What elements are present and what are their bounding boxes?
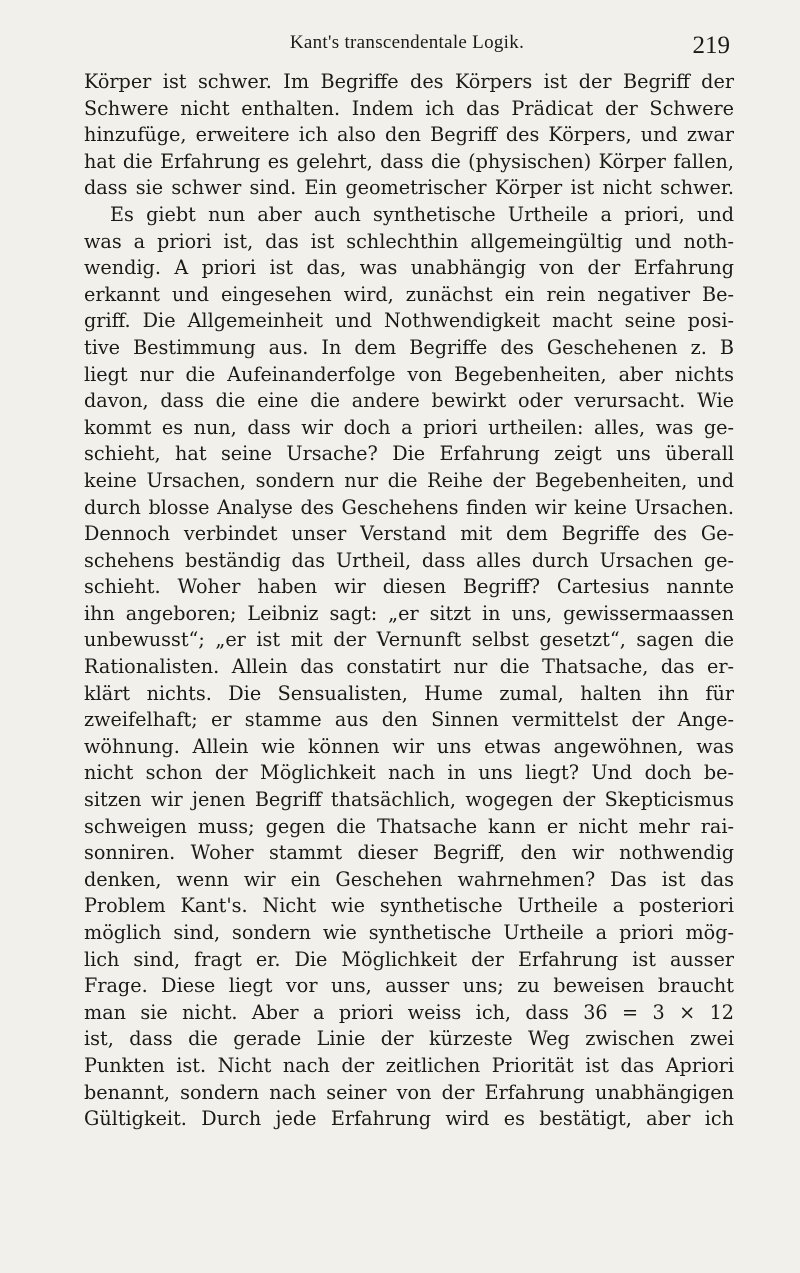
text-line: Dennoch verbindet unser Verstand mit dem Begriffe des Ge-: [84, 522, 734, 546]
text-line: durch blosse Analyse des Geschehens finden wir keine Ursachen.: [84, 495, 734, 519]
text-line: keine Ursachen, sondern nur die Reihe der Begebenheiten, und: [84, 468, 734, 492]
text-line: griff. Die Allgemeinheit und Nothwendigkeit macht seine posi-: [84, 309, 734, 333]
text-line: benannt, sondern nach seiner von der Erfahrung unabhängigen: [84, 1080, 734, 1104]
text-line: davon, dass die eine die andere bewirkt oder verursacht. Wie: [84, 389, 734, 413]
text-line: erkannt und eingesehen wird, zunächst ein rein negativer Be-: [84, 282, 734, 306]
text-line: dass sie schwer sind. Ein geometrischer Körper ist nicht schwer.: [84, 176, 734, 200]
text-line: klärt nichts. Die Sensualisten, Hume zumal, halten ihn für: [84, 681, 734, 705]
text-line: lich sind, fragt er. Die Möglichkeit der Erfahrung ist ausser: [84, 947, 734, 971]
text-line: schieht. Woher haben wir diesen Begriff? Cartesius nannte: [84, 575, 734, 599]
text-line: Gültigkeit. Durch jede Erfahrung wird es bestätigt, aber ich: [84, 1107, 734, 1131]
running-title: Kant's transcendentale Logik.: [289, 32, 525, 53]
text-line: hat die Erfahrung es gelehrt, dass die (physischen) Körper fallen,: [84, 149, 734, 173]
text-line: schweigen muss; gegen die Thatsache kann er nicht mehr rai-: [84, 814, 734, 838]
text-line: schieht, hat seine Ursache? Die Erfahrung zeigt uns überall: [84, 442, 734, 466]
paragraph-start-line: Es giebt nun aber auch synthetische Urtheile a priori, und: [110, 202, 734, 226]
text-line: tive Bestimmung aus. In dem Begriffe des Geschehenen z. B: [84, 335, 734, 359]
text-line: ihn angeboren; Leibniz sagt: „er sitzt in uns, gewissermaassen: [84, 601, 734, 625]
page-number: 219: [692, 32, 730, 59]
text-line: sonniren. Woher stammt dieser Begriff, den wir nothwendig: [84, 841, 734, 865]
text-line: was a priori ist, das ist schlechthin allgemeingültig und noth-: [84, 229, 734, 253]
text-line: denken, wenn wir ein Geschehen wahrnehmen? Das ist das: [84, 867, 734, 891]
text-line: schehens beständig das Urtheil, dass alles durch Ursachen ge-: [84, 548, 734, 572]
text-line: Rationalisten. Allein das constatirt nur die Thatsache, das er-: [84, 655, 734, 679]
text-line: zweifelhaft; er stamme aus den Sinnen vermittelst der Ange-: [84, 708, 734, 732]
text-line: wöhnung. Allein wie können wir uns etwas angewöhnen, was: [84, 734, 734, 758]
text-line: ist, dass die gerade Linie der kürzeste Weg zwischen zwei: [84, 1027, 734, 1051]
text-line: Frage. Diese liegt vor uns, ausser uns; zu beweisen braucht: [84, 974, 734, 998]
body-text: [84, 69, 734, 1133]
text-line: unbewusst“; „er ist mit der Vernunft selbst gesetzt“, sagen die: [84, 628, 734, 652]
text-line: sitzen wir jenen Begriff thatsächlich, wogegen der Skepticismus: [84, 788, 734, 812]
text-line: hinzufüge, erweitere ich also den Begriff des Körpers, und zwar: [84, 123, 734, 147]
text-line: kommt es nun, dass wir doch a priori urtheilen: alles, was ge-: [84, 415, 734, 439]
running-header: [84, 30, 730, 60]
text-line: wendig. A priori ist das, was unabhängig von der Erfahrung: [84, 256, 734, 280]
text-line: man sie nicht. Aber a priori weiss ich, dass 36 = 3 × 12: [84, 1000, 734, 1024]
text-line: Punkten ist. Nicht nach der zeitlichen Priorität ist das Apriori: [84, 1053, 734, 1077]
text-line: Problem Kant's. Nicht wie synthetische Urtheile a posteriori: [84, 894, 734, 918]
text-line: möglich sind, sondern wie synthetische Urtheile a priori mög-: [84, 921, 734, 944]
text-line: nicht schon der Möglichkeit nach in uns liegt? Und doch be-: [84, 761, 734, 785]
text-line: liegt nur die Aufeinanderfolge von Begebenheiten, aber nichts: [84, 362, 734, 386]
text-line: Schwere nicht enthalten. Indem ich das Prädicat der Schwere: [84, 96, 734, 120]
text-line: Körper ist schwer. Im Begriffe des Körpers ist der Begriff der: [84, 70, 734, 93]
